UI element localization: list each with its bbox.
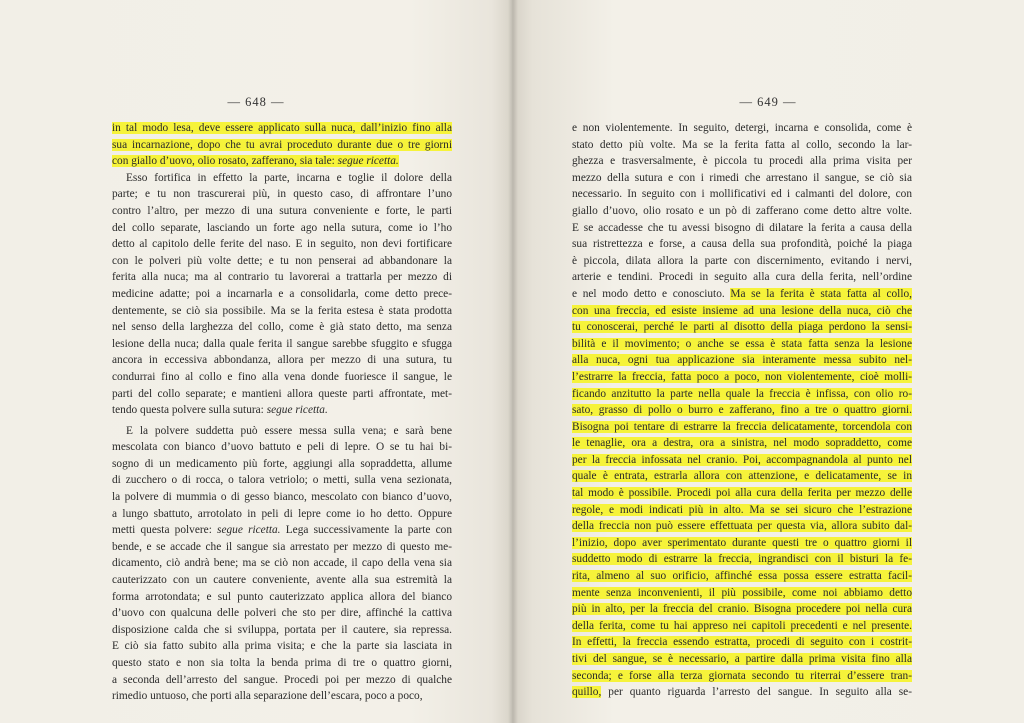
left-text-line: bende, e se accade che il sangue sia arrestato per mezzo di questo me-	[112, 540, 452, 553]
highlighted-text: regole, e modi indicati più in alto. Ma se sei sicuro che l’estrazione	[572, 503, 912, 516]
left-text-line	[112, 153, 452, 170]
left-text-line: Esso fortifica in effetto la parte, incarna e toglie il dolore della	[126, 171, 452, 184]
highlighted-text: alla nuca, ogni tua applicazione sia interamente messa subito nel-	[572, 354, 912, 367]
right-text-line: e non violentemente. In seguito, detergi, incarna e consolida, come è	[572, 122, 912, 134]
right-text-line	[572, 369, 912, 386]
right-text-line	[572, 319, 912, 336]
right-text-line: arterie e tendini. Procedi in seguito alla cura della ferita, nell’ordine	[572, 271, 912, 284]
right-text-line	[572, 535, 912, 552]
right-text-line	[572, 419, 912, 436]
left-text-line: la polvere di mummia o di gesso bianco, mescolato con bianco d’uovo,	[112, 491, 452, 504]
highlighted-text: tivi del sangue, se è necessario, a partire dalla prima visita fino alla	[572, 653, 912, 665]
left-text-line: rimedio untuoso, che porti alla separazione dell’escara, poco a poco,	[112, 690, 423, 703]
right-text-line: ghezza e trasversalmente, è piccola tu procedi alla prima visita per	[572, 155, 912, 168]
left-text-column	[112, 120, 452, 705]
right-text-line: e nel modo detto e conosciuto. Ma se la ferita è stata fatta al collo,	[572, 287, 912, 300]
highlighted-text: della freccia non può essere effettuata per questa via, allora subito dal-	[572, 520, 912, 533]
left-text-line: disposizione calda che si sviluppa, portata per il cautere, sia repressa.	[112, 623, 452, 636]
left-text-line	[112, 120, 452, 137]
left-text-line: tendo questa polvere sulla sutura: segue ricetta.	[112, 404, 328, 417]
left-text-line: mescolata con bianco d’uovo battuto e peli di lepre. O se tu hai bi-	[112, 441, 452, 454]
highlighted-text: rita, almeno al suo orificio, affinché essa possa essere estratta facil-	[572, 570, 912, 583]
left-text-line: di zucchero o di rocca, o talora vetriolo; o metti, sulla vena sezionata,	[112, 474, 452, 487]
left-text-line: contro l’altro, per mezzo di una sutura conveniente e forte, le parti	[112, 204, 452, 217]
highlighted-text: l’estrarre la freccia, fatta poco a poco, non violentemente, cioè molli-	[572, 370, 912, 383]
page-number-649: — 649 —	[739, 95, 797, 109]
left-text-line: detto al capitolo delle ferite del naso. E in seguito, non devi fortificare	[112, 238, 452, 251]
left-text-line: del collo separate, lasciando un forte ago nella sutura, come io l’ho	[112, 221, 452, 234]
right-text-line	[572, 435, 912, 452]
right-text-line	[572, 452, 912, 469]
highlighted-text: tu conoscerai, perché le parti al disotto della piaga perdono la sensi-	[572, 321, 912, 334]
highlighted-text: della ferita, come tu hai appreso nei capitoli precedenti e nel presente.	[572, 619, 912, 632]
right-text-line	[572, 485, 912, 502]
left-text-line: dentemente, se ciò sia possibile. Ma se la ferita estesa è stata prodotta	[112, 304, 452, 317]
right-text-line	[572, 336, 912, 353]
highlighted-text: seconda; e forse alla terza giornata secondo tu riterrai d’essere tran-	[572, 669, 912, 682]
right-text-line	[572, 402, 912, 419]
left-text-line: cauterizzato con un cautere conveniente, avente alla sua estremità la	[112, 574, 452, 587]
right-text-line: necessario. In seguito con i mollificativi ed i calmanti del dolore, con	[572, 188, 912, 201]
highlighted-text: con giallo d’uovo, olio rosato, zafferano, sia tale:	[112, 155, 338, 168]
left-text-line: con le polveri più volte dette; e tu non penserai ad abbandonare la	[112, 254, 452, 267]
highlighted-text: sua incarnazione, dopo che tu avrai proceduto durante due o tre giorni	[112, 138, 452, 151]
right-text-line	[572, 518, 912, 535]
left-text-line: medicine adatte; poi a incarnarla e a consolidarla, come detto prece-	[112, 287, 452, 300]
highlighted-text: le tenaglie, ora a destra, ora a sinistra, nel modo sopraddetto, come	[572, 437, 912, 450]
left-text-line: E ciò sia fatto subito alla prima visita; e che la parte sia lasciata in	[112, 640, 452, 653]
right-text-line: è piccola, dilata allora la parte con discernimento, evitando i nervi,	[572, 254, 912, 267]
left-text-line: E la polvere suddetta può essere messa sulla vena; e sarà bene	[126, 424, 452, 437]
highlighted-text: quale è entrata, estrarla allora con attenzione, e delicatamente, se in	[572, 470, 912, 483]
highlighted-text: sato, grasso di pollo o burro e zafferano, fino a tre o quattro giorni.	[572, 404, 912, 417]
right-text-line	[572, 634, 912, 651]
right-page	[512, 0, 1024, 723]
highlighted-text: più in alto, per la freccia del cranio. Bisogna procedere poi nella cura	[572, 603, 912, 616]
highlighted-text: suddetto modo di estrarre la freccia, ingrandisci con il bisturi la fe-	[572, 553, 912, 566]
left-text-line: parti del collo separate; e mantieni allora queste parti affrontate, met-	[112, 387, 452, 400]
highlighted-text: per la freccia infossata nel cranio. Poi, accompagnandola al punto nel	[572, 453, 912, 466]
right-text-line	[572, 668, 912, 685]
left-text-line: ferita alla nuca; ma al contrario tu lavorerai a trattarla per mezzo di	[112, 271, 452, 284]
page-number-648: — 648 —	[227, 95, 285, 109]
right-text-line: mezzo della sutura e con i rimedi che arrestano il sangue, se ciò sia	[572, 171, 912, 184]
highlighted-text: con una freccia, ed esiste insieme ad una lesione della nuca, ciò che	[572, 304, 912, 317]
left-text-line: sogno di un medicamento più forte, aggiungi alla sopraddetta, allume	[112, 457, 452, 470]
right-text-line	[572, 601, 912, 618]
left-text-line: condurrai fino al collo e fino alla vena donde fuoriesce il sangue, le	[112, 370, 452, 383]
left-text-line: dicamento, ciò andrà bene; ma se ciò non accade, il capo della vena sia	[112, 557, 452, 570]
highlighted-text: bilità e il movimento; o anche se essa è stata fatta senza la lesione	[572, 337, 912, 350]
highlighted-text: mente senza inconvenienti, il più possibile, come noi abbiamo detto	[572, 586, 912, 599]
right-text-column	[572, 120, 912, 701]
left-text-line: d’uovo con qualcuna delle polveri che sto per dire, affinché la cattiva	[112, 607, 452, 620]
left-text-line: a seconda dell’arresto del sangue. Procedi poi per mezzo di qualche	[112, 673, 452, 686]
right-text-line	[572, 568, 912, 585]
highlighted-text: tal modo è possibile. Procedi poi alla cura della ferita per mezzo delle	[572, 487, 912, 500]
right-text-line	[572, 303, 912, 320]
right-text-line: sua ristrettezza e forse, a causa della sua profondità, poiché la piaga	[572, 238, 912, 251]
highlighted-text: quillo,	[572, 686, 602, 699]
right-text-line: stato detto più volte. Ma se la ferita fatta al collo, secondo la lar-	[572, 138, 912, 151]
highlighted-text: l’inizio, dopo aver sperimentato durante questi tre o quattro giorni il	[572, 536, 912, 549]
right-text-line	[572, 502, 912, 519]
left-text-line: lesione della nuca; dalla quale ferita il sangue sarebbe sfuggito e sfugga	[112, 337, 452, 350]
right-text-line	[572, 468, 912, 485]
left-text-line: questo stato e non sia tolta la benda prima di tre o quattro giorni,	[112, 657, 452, 669]
right-text-line: quillo, per quanto riguarda l’arresto del sangue. In seguito alla se-	[572, 686, 912, 699]
highlighted-text: segue ricetta.	[337, 155, 399, 168]
left-text-line: a lungo sbattuto, arrotolato in peli di lepre come io ho detto. Oppure	[112, 507, 452, 520]
left-text-line: nel senso della larghezza del collo, come è già stato detto, ma senza	[112, 321, 452, 334]
left-text-line: ancora in eccessiva abbondanza, allora per mezzo di una sutura, tu	[112, 354, 452, 367]
highlighted-text: Bisogna poi tentare di estrarre la freccia delicatamente, torcendola con	[572, 420, 912, 433]
right-text-line	[572, 651, 912, 668]
left-text-line	[112, 137, 452, 154]
left-text-line: parte; e tu non trascurerai più, in questo caso, di affrontare l’uno	[112, 188, 452, 201]
highlighted-text: Ma se la ferita è stata fatta al collo,	[730, 287, 912, 300]
left-text-line: metti questa polvere: segue ricetta. Lega successivamente la parte con	[112, 524, 453, 537]
right-text-line	[572, 386, 912, 403]
right-text-line: E se accadesse che tu avessi bisogno di dilatare la ferita a causa della	[572, 221, 912, 234]
right-text-line: giallo d’uovo, olio rosato e un pò di zafferano come detto altre volte.	[572, 204, 912, 217]
right-text-line	[572, 585, 912, 602]
left-text-line: forma arrotondata; e sul punto cauterizzato applica allora del bianco	[112, 590, 452, 603]
highlighted-text: in tal modo lesa, deve essere applicato sulla nuca, dall’inizio fino alla	[112, 122, 452, 134]
right-text-line	[572, 551, 912, 568]
right-text-line	[572, 618, 912, 635]
right-text-line	[572, 352, 912, 369]
book-gutter	[508, 0, 518, 723]
highlighted-text: In effetti, la freccia essendo estratta, procedi di seguito con i costrit-	[572, 636, 912, 649]
highlighted-text: ficando anzitutto la parte nella quale la freccia è infissa, con olio ro-	[572, 387, 912, 400]
